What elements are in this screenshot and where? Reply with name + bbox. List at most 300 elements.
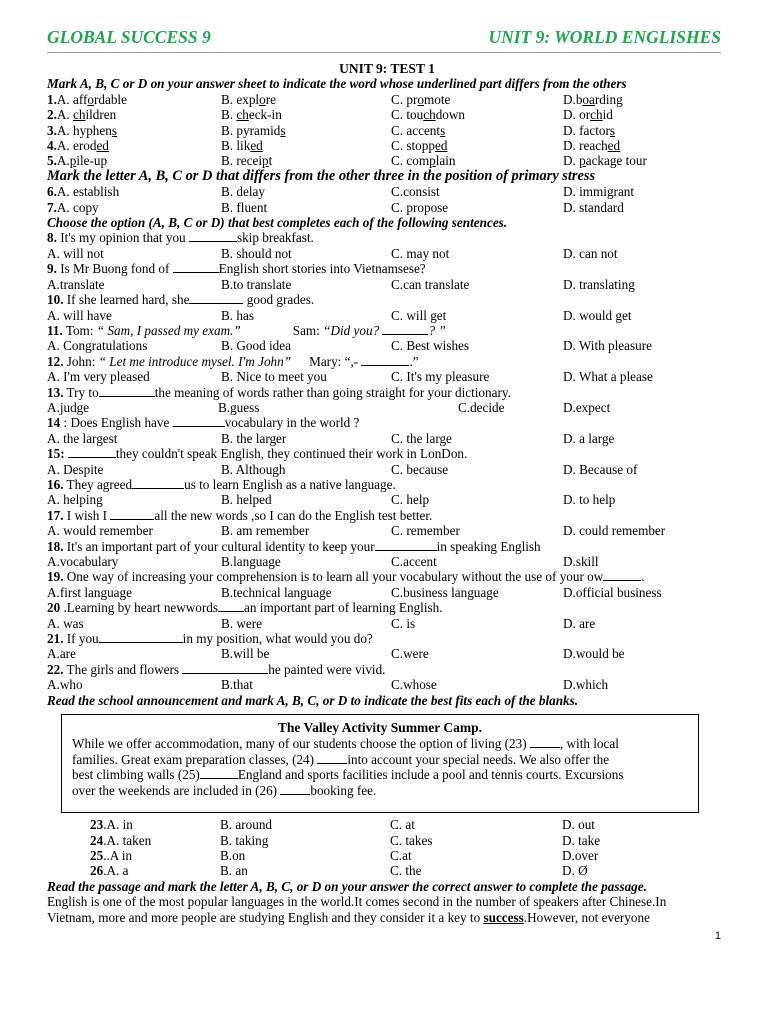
option-a: A. Despite bbox=[47, 461, 104, 477]
question-13 bbox=[47, 385, 727, 400]
options-row bbox=[47, 462, 727, 477]
option-text: C. com bbox=[391, 153, 430, 169]
section3-questions bbox=[47, 230, 727, 692]
option-text: mote bbox=[423, 91, 451, 107]
question-number: 6. bbox=[47, 184, 57, 200]
option-a bbox=[47, 200, 221, 215]
question-text: an important part of learning English. bbox=[244, 600, 443, 616]
option-a: A. will have bbox=[47, 307, 112, 323]
option-a: A. will not bbox=[47, 245, 104, 261]
option-d bbox=[562, 848, 598, 863]
option-a: A. was bbox=[47, 615, 84, 631]
underlined-part: ch bbox=[236, 107, 249, 123]
option-c bbox=[391, 123, 563, 138]
option-d: D.expect bbox=[563, 399, 611, 415]
question-text: he painted were vivid. bbox=[268, 661, 386, 677]
question-20 bbox=[47, 600, 727, 615]
option-b: B.that bbox=[221, 677, 253, 693]
page-number: 1 bbox=[714, 930, 721, 942]
option-text: C. pr bbox=[391, 91, 418, 107]
option-text: A. erod bbox=[56, 138, 97, 154]
option-text: C.at bbox=[390, 847, 412, 863]
option-text: A. hyphen bbox=[56, 122, 112, 138]
option-c bbox=[391, 184, 563, 199]
underlined-part: o bbox=[417, 91, 424, 107]
question-text: The girls and flowers bbox=[66, 661, 183, 677]
answer-blank bbox=[603, 569, 641, 581]
question-row bbox=[47, 863, 727, 878]
question-19 bbox=[47, 569, 727, 584]
underlined-part: p bbox=[429, 153, 436, 169]
section1-rows bbox=[47, 92, 727, 169]
passage-underlined-word: success bbox=[483, 909, 524, 925]
option-text: eck-in bbox=[248, 107, 282, 123]
option-c: C. will get bbox=[391, 307, 447, 323]
question-row bbox=[47, 200, 727, 215]
option-text: C. tou bbox=[391, 107, 424, 123]
question-15 bbox=[47, 446, 727, 461]
underlined-part: s bbox=[111, 122, 117, 138]
question-16 bbox=[47, 477, 727, 492]
option-text: A. bbox=[56, 153, 70, 169]
option-a: A. I'm very pleased bbox=[47, 369, 150, 385]
option-c bbox=[390, 863, 562, 878]
option-text: D. bbox=[563, 153, 580, 169]
passage-line-2 bbox=[47, 910, 727, 925]
option-a: A.vocabulary bbox=[47, 554, 119, 569]
option-a bbox=[47, 107, 221, 122]
option-text: ildren bbox=[85, 107, 117, 123]
question-text: Mary: “,- bbox=[309, 353, 362, 369]
question-number: 26 bbox=[90, 863, 104, 879]
question-text: If she learned hard, she bbox=[66, 292, 190, 308]
option-d: D.skill bbox=[563, 554, 599, 569]
document-body bbox=[47, 61, 727, 925]
question-row bbox=[47, 848, 727, 863]
options-row bbox=[47, 277, 727, 292]
option-text: B. bbox=[221, 107, 237, 123]
passage-line-1: English is one of the most popular languages in the world.It comes second in the number of speakers after Chinese.In bbox=[47, 894, 667, 910]
question-number: 2. bbox=[47, 107, 57, 123]
option-c: C. It's my pleasure bbox=[391, 369, 490, 385]
option-d bbox=[563, 92, 623, 107]
option-a bbox=[90, 848, 220, 863]
question-number: 4. bbox=[47, 138, 57, 154]
option-text: C. takes bbox=[390, 832, 433, 848]
question-row bbox=[47, 107, 727, 122]
answer-blank bbox=[189, 230, 237, 242]
question-number: 8. bbox=[47, 230, 57, 246]
option-d: D. Because of bbox=[563, 461, 638, 477]
option-c bbox=[391, 153, 563, 168]
option-b bbox=[221, 107, 391, 122]
question-text: If you bbox=[66, 631, 99, 647]
option-a: A.who bbox=[47, 677, 83, 693]
underlined-part: ed bbox=[434, 138, 448, 154]
answer-blank bbox=[317, 752, 347, 764]
question-number: 17. bbox=[47, 507, 64, 523]
option-text: C. accent bbox=[391, 122, 441, 138]
options-row bbox=[47, 523, 727, 538]
header-left: GLOBAL SUCCESS 9 bbox=[47, 27, 211, 47]
options-row bbox=[47, 492, 727, 507]
option-c: C.whose bbox=[391, 677, 437, 693]
announcement-text: into account your special needs. We also offer the bbox=[347, 751, 610, 767]
announcement-text: best climbing walls (25) bbox=[72, 767, 200, 783]
answer-blank bbox=[530, 736, 560, 748]
question-number: 14 bbox=[47, 415, 61, 431]
option-text: D. or bbox=[563, 107, 591, 123]
option-b bbox=[221, 200, 391, 215]
question-text: English short stories into Vietnamsese? bbox=[218, 261, 426, 277]
question-10 bbox=[47, 292, 727, 307]
option-c: C. remember bbox=[391, 523, 460, 539]
option-c bbox=[391, 92, 563, 107]
announcement-title: The Valley Activity Summer Camp. bbox=[277, 720, 483, 736]
options-row bbox=[47, 338, 727, 353]
question-number: 22. bbox=[47, 661, 64, 677]
underlined-part: s bbox=[440, 122, 446, 138]
option-d: D. to help bbox=[563, 492, 616, 508]
question-number: 15: bbox=[47, 446, 65, 462]
option-text: .A. taken bbox=[103, 832, 152, 848]
underlined-part: oa bbox=[582, 91, 595, 107]
option-c bbox=[390, 833, 562, 848]
option-a: A.translate bbox=[47, 276, 105, 292]
announcement-text: , with local bbox=[559, 736, 619, 752]
option-a: A.judge bbox=[47, 399, 90, 415]
question-text: They agreed bbox=[66, 476, 133, 492]
question-number: 9. bbox=[47, 261, 57, 277]
option-b: B. should not bbox=[221, 245, 292, 261]
option-text: id bbox=[602, 107, 613, 123]
options-row bbox=[47, 616, 727, 631]
option-b bbox=[220, 833, 390, 848]
announcement-line bbox=[72, 783, 688, 798]
option-text: B. around bbox=[220, 817, 273, 833]
question-8 bbox=[47, 230, 727, 245]
question-number: 11. bbox=[47, 322, 63, 338]
option-b: B.to translate bbox=[221, 276, 292, 292]
underlined-part: ch bbox=[590, 107, 603, 123]
question-text: skip breakfast. bbox=[236, 230, 314, 246]
option-c: C. is bbox=[391, 615, 416, 631]
option-b: B. the larger bbox=[221, 430, 287, 446]
option-text: D. out bbox=[562, 817, 595, 833]
option-text: A. copy bbox=[56, 199, 99, 215]
question-22 bbox=[47, 662, 727, 677]
underlined-part: ch bbox=[423, 107, 436, 123]
option-text: B. an bbox=[220, 863, 248, 879]
question-number: 21. bbox=[47, 631, 64, 647]
option-text: ..A in bbox=[103, 847, 133, 863]
question-text: Tom: bbox=[65, 322, 97, 338]
option-text: D. take bbox=[562, 832, 601, 848]
answer-blank bbox=[99, 631, 183, 643]
answer-blank bbox=[132, 477, 184, 489]
question-row bbox=[47, 833, 727, 848]
question-number: 5. bbox=[47, 153, 57, 169]
answer-blank bbox=[375, 539, 437, 551]
question-number: 13. bbox=[47, 384, 64, 400]
option-text: C.consist bbox=[391, 184, 440, 200]
announcement-box bbox=[61, 714, 699, 813]
option-text: B. pyramid bbox=[221, 122, 281, 138]
underlined-part: ed bbox=[250, 138, 263, 154]
question-text: us to learn English as a native language. bbox=[184, 476, 396, 492]
option-text: down bbox=[435, 107, 466, 123]
option-c bbox=[391, 138, 563, 153]
options-row bbox=[47, 400, 727, 415]
section2-instruction: Mark the letter A, B, C or D that differs from the other three in the position of primary stress bbox=[47, 167, 596, 184]
section2-rows bbox=[47, 184, 727, 215]
option-text: B. fluent bbox=[221, 199, 268, 215]
dialogue-quote: ? ” bbox=[428, 322, 446, 338]
option-b: B.language bbox=[221, 554, 281, 569]
option-a: A.are bbox=[47, 646, 76, 662]
option-text: B. taking bbox=[220, 832, 269, 848]
answer-blank bbox=[361, 354, 409, 366]
option-c bbox=[391, 107, 563, 122]
question-14 bbox=[47, 415, 727, 430]
option-text: t bbox=[268, 153, 273, 169]
section5-instruction: Read the passage and mark the letter A, B, C, or D on your answer the correct answer to complete the passage. bbox=[47, 878, 647, 894]
question-text: good grades. bbox=[243, 292, 315, 308]
option-a: A. would remember bbox=[47, 523, 153, 539]
underlined-part: p bbox=[579, 153, 586, 169]
question-row bbox=[47, 92, 727, 107]
option-a bbox=[90, 833, 220, 848]
option-b bbox=[221, 153, 391, 168]
option-text: D. factor bbox=[563, 122, 610, 138]
header-right: UNIT 9: WORLD ENGLISHES bbox=[488, 27, 721, 47]
section1-instruction: Mark A, B, C or D on your answer sheet to indicate the word whose underlined part differs from the others bbox=[47, 76, 627, 92]
options-row bbox=[47, 246, 727, 261]
question-text: Try to bbox=[66, 384, 99, 400]
page-header bbox=[47, 26, 721, 53]
option-a bbox=[47, 138, 221, 153]
question-text: Is Mr Buong fond of bbox=[60, 261, 173, 277]
option-text: B. recei bbox=[221, 153, 263, 169]
passage-text: Vietnam, more and more people are studying English and they consider it a key to bbox=[47, 909, 484, 925]
options-row bbox=[47, 585, 727, 600]
answer-blank bbox=[200, 767, 238, 779]
option-b: B. Although bbox=[221, 461, 286, 477]
question-text: It's my opinion that you bbox=[60, 230, 189, 246]
option-c: C.can translate bbox=[391, 276, 470, 292]
option-c: C. because bbox=[391, 461, 449, 477]
option-text: D.over bbox=[562, 847, 599, 863]
option-a bbox=[90, 817, 220, 832]
answer-blank bbox=[110, 508, 154, 520]
question-text: Sam: bbox=[292, 322, 324, 338]
option-d bbox=[562, 863, 588, 878]
option-text: D.b bbox=[563, 91, 583, 107]
section4-instruction: Read the school announcement and mark A, B, C, or D to indicate the best fits each of the blanks. bbox=[47, 692, 579, 708]
question-21 bbox=[47, 631, 727, 646]
option-a: A. Congratulations bbox=[47, 338, 148, 354]
question-number: 24 bbox=[90, 832, 104, 848]
answer-blank bbox=[182, 662, 268, 674]
option-b: B. Good idea bbox=[221, 338, 291, 354]
option-c: C.accent bbox=[391, 554, 437, 569]
answer-blank bbox=[218, 600, 244, 612]
option-d: D. a large bbox=[563, 430, 615, 446]
announcement-text: booking fee. bbox=[310, 782, 377, 798]
question-text: .Learning by heart newwords bbox=[63, 600, 219, 616]
question-text: all the new words ,so I can do the English test better. bbox=[154, 507, 433, 523]
section4-rows bbox=[47, 817, 727, 879]
option-text: D. standard bbox=[563, 199, 624, 215]
option-c: C.were bbox=[391, 646, 429, 662]
option-d bbox=[562, 817, 595, 832]
option-text: ile-up bbox=[76, 153, 108, 169]
option-text: .A. in bbox=[103, 817, 133, 833]
option-text: B. lik bbox=[221, 138, 251, 154]
option-d bbox=[563, 107, 613, 122]
option-text: C. at bbox=[390, 817, 415, 833]
option-a: A. the largest bbox=[47, 430, 118, 446]
question-number: 16. bbox=[47, 476, 64, 492]
option-d: D. are bbox=[563, 615, 596, 631]
question-text: : Does English have bbox=[63, 415, 173, 431]
option-b bbox=[220, 863, 390, 878]
answer-blank bbox=[173, 261, 219, 273]
option-b bbox=[221, 138, 391, 153]
question-18 bbox=[47, 539, 727, 554]
option-c: C. Best wishes bbox=[391, 338, 470, 354]
options-row bbox=[47, 308, 727, 323]
question-number: 23 bbox=[90, 817, 104, 833]
option-text: D. reach bbox=[563, 138, 608, 154]
option-d: D. would get bbox=[563, 307, 632, 323]
option-a bbox=[47, 92, 221, 107]
underlined-part: ch bbox=[73, 107, 86, 123]
question-text: in speaking English bbox=[436, 538, 541, 554]
announcement-line bbox=[72, 752, 688, 767]
option-c: C. help bbox=[391, 492, 430, 508]
options-row bbox=[47, 677, 727, 692]
underlined-part: o bbox=[87, 91, 94, 107]
option-b: B.technical language bbox=[221, 584, 332, 600]
underlined-part: p bbox=[262, 153, 269, 169]
option-text: ackage tour bbox=[585, 153, 647, 169]
option-text: C. propose bbox=[391, 199, 449, 215]
question-row bbox=[47, 817, 727, 832]
option-d: D.official business bbox=[563, 584, 662, 600]
question-text: .” bbox=[409, 353, 419, 369]
announcement-text bbox=[72, 736, 688, 798]
option-text: A. establish bbox=[56, 184, 120, 200]
option-d: D.which bbox=[563, 677, 609, 693]
underlined-part: ed bbox=[607, 138, 621, 154]
option-a bbox=[47, 184, 221, 199]
option-b: B. am remember bbox=[221, 523, 310, 539]
option-b bbox=[221, 123, 391, 138]
question-row bbox=[47, 138, 727, 153]
underlined-part: s bbox=[609, 122, 616, 138]
question-text: the meaning of words rather than going straight for your dictionary. bbox=[154, 384, 511, 400]
options-row bbox=[47, 646, 727, 661]
question-number: 20 bbox=[47, 600, 61, 616]
option-c: C.decide bbox=[458, 399, 505, 415]
question-row bbox=[47, 153, 727, 168]
option-c bbox=[391, 200, 563, 215]
question-text: they couldn't speak English, they continued their work in LonDon. bbox=[115, 446, 468, 462]
option-b: B.guess bbox=[218, 399, 260, 415]
option-b bbox=[221, 92, 391, 107]
option-d bbox=[563, 123, 615, 138]
option-text: D. Ø bbox=[562, 863, 588, 879]
question-number: 19. bbox=[47, 569, 64, 585]
option-text: rding bbox=[594, 91, 623, 107]
option-b: B. has bbox=[221, 307, 254, 323]
option-c bbox=[390, 817, 562, 832]
answer-blank bbox=[68, 446, 116, 458]
option-d: D. translating bbox=[563, 276, 635, 292]
section3-instruction: Choose the option (A, B, C or D) that best completes each of the following sentences. bbox=[47, 215, 508, 231]
question-number: 18. bbox=[47, 538, 64, 554]
answer-blank bbox=[173, 415, 225, 427]
question-number: 12. bbox=[47, 353, 64, 369]
option-b: B. helped bbox=[221, 492, 272, 508]
option-b: B. were bbox=[221, 615, 263, 631]
option-text: re bbox=[265, 91, 276, 107]
option-text: D. immigrant bbox=[563, 184, 635, 200]
option-a bbox=[47, 123, 221, 138]
option-c: C. the large bbox=[391, 430, 452, 446]
underlined-part: o bbox=[259, 91, 266, 107]
options-row bbox=[47, 431, 727, 446]
option-d bbox=[563, 153, 647, 168]
answer-blank bbox=[382, 323, 428, 335]
question-number: 3. bbox=[47, 122, 57, 138]
announcement-text: England and sports facilities include a pool and tennis courts. Excursions bbox=[237, 767, 624, 783]
option-d: D. What a please bbox=[563, 369, 653, 385]
announcement-text: While we offer accommodation, many of our students choose the option of living (23) bbox=[72, 736, 530, 752]
question-number: 10. bbox=[47, 292, 64, 308]
options-row bbox=[47, 369, 727, 384]
option-text: B.on bbox=[220, 847, 246, 863]
option-b bbox=[221, 184, 391, 199]
question-11 bbox=[47, 323, 727, 338]
option-text: lain bbox=[435, 153, 456, 169]
option-a: A.first language bbox=[47, 584, 132, 600]
test-title: UNIT 9: TEST 1 bbox=[339, 61, 435, 76]
option-text: C. stopp bbox=[391, 138, 435, 154]
answer-blank bbox=[99, 385, 155, 397]
option-d bbox=[562, 833, 600, 848]
option-a bbox=[90, 863, 220, 878]
option-text: A. aff bbox=[56, 91, 88, 107]
dialogue-quote: “ Sam, I passed my exam.” bbox=[96, 322, 241, 338]
question-text: I wish I bbox=[66, 507, 111, 523]
question-text: . bbox=[641, 569, 645, 585]
option-b bbox=[220, 848, 390, 863]
question-text: John: bbox=[66, 353, 99, 369]
option-text: .A. a bbox=[103, 863, 129, 879]
question-12 bbox=[47, 354, 727, 369]
option-c bbox=[390, 848, 562, 863]
question-text: It's an important part of your cultural identity to keep your bbox=[66, 538, 375, 554]
option-d: D. can not bbox=[563, 245, 618, 261]
option-text: B. expl bbox=[221, 91, 260, 107]
option-text: rdable bbox=[94, 91, 127, 107]
announcement-line bbox=[72, 767, 688, 782]
question-number: 25 bbox=[90, 847, 104, 863]
option-d bbox=[563, 138, 620, 153]
option-d: D.would be bbox=[563, 646, 625, 662]
